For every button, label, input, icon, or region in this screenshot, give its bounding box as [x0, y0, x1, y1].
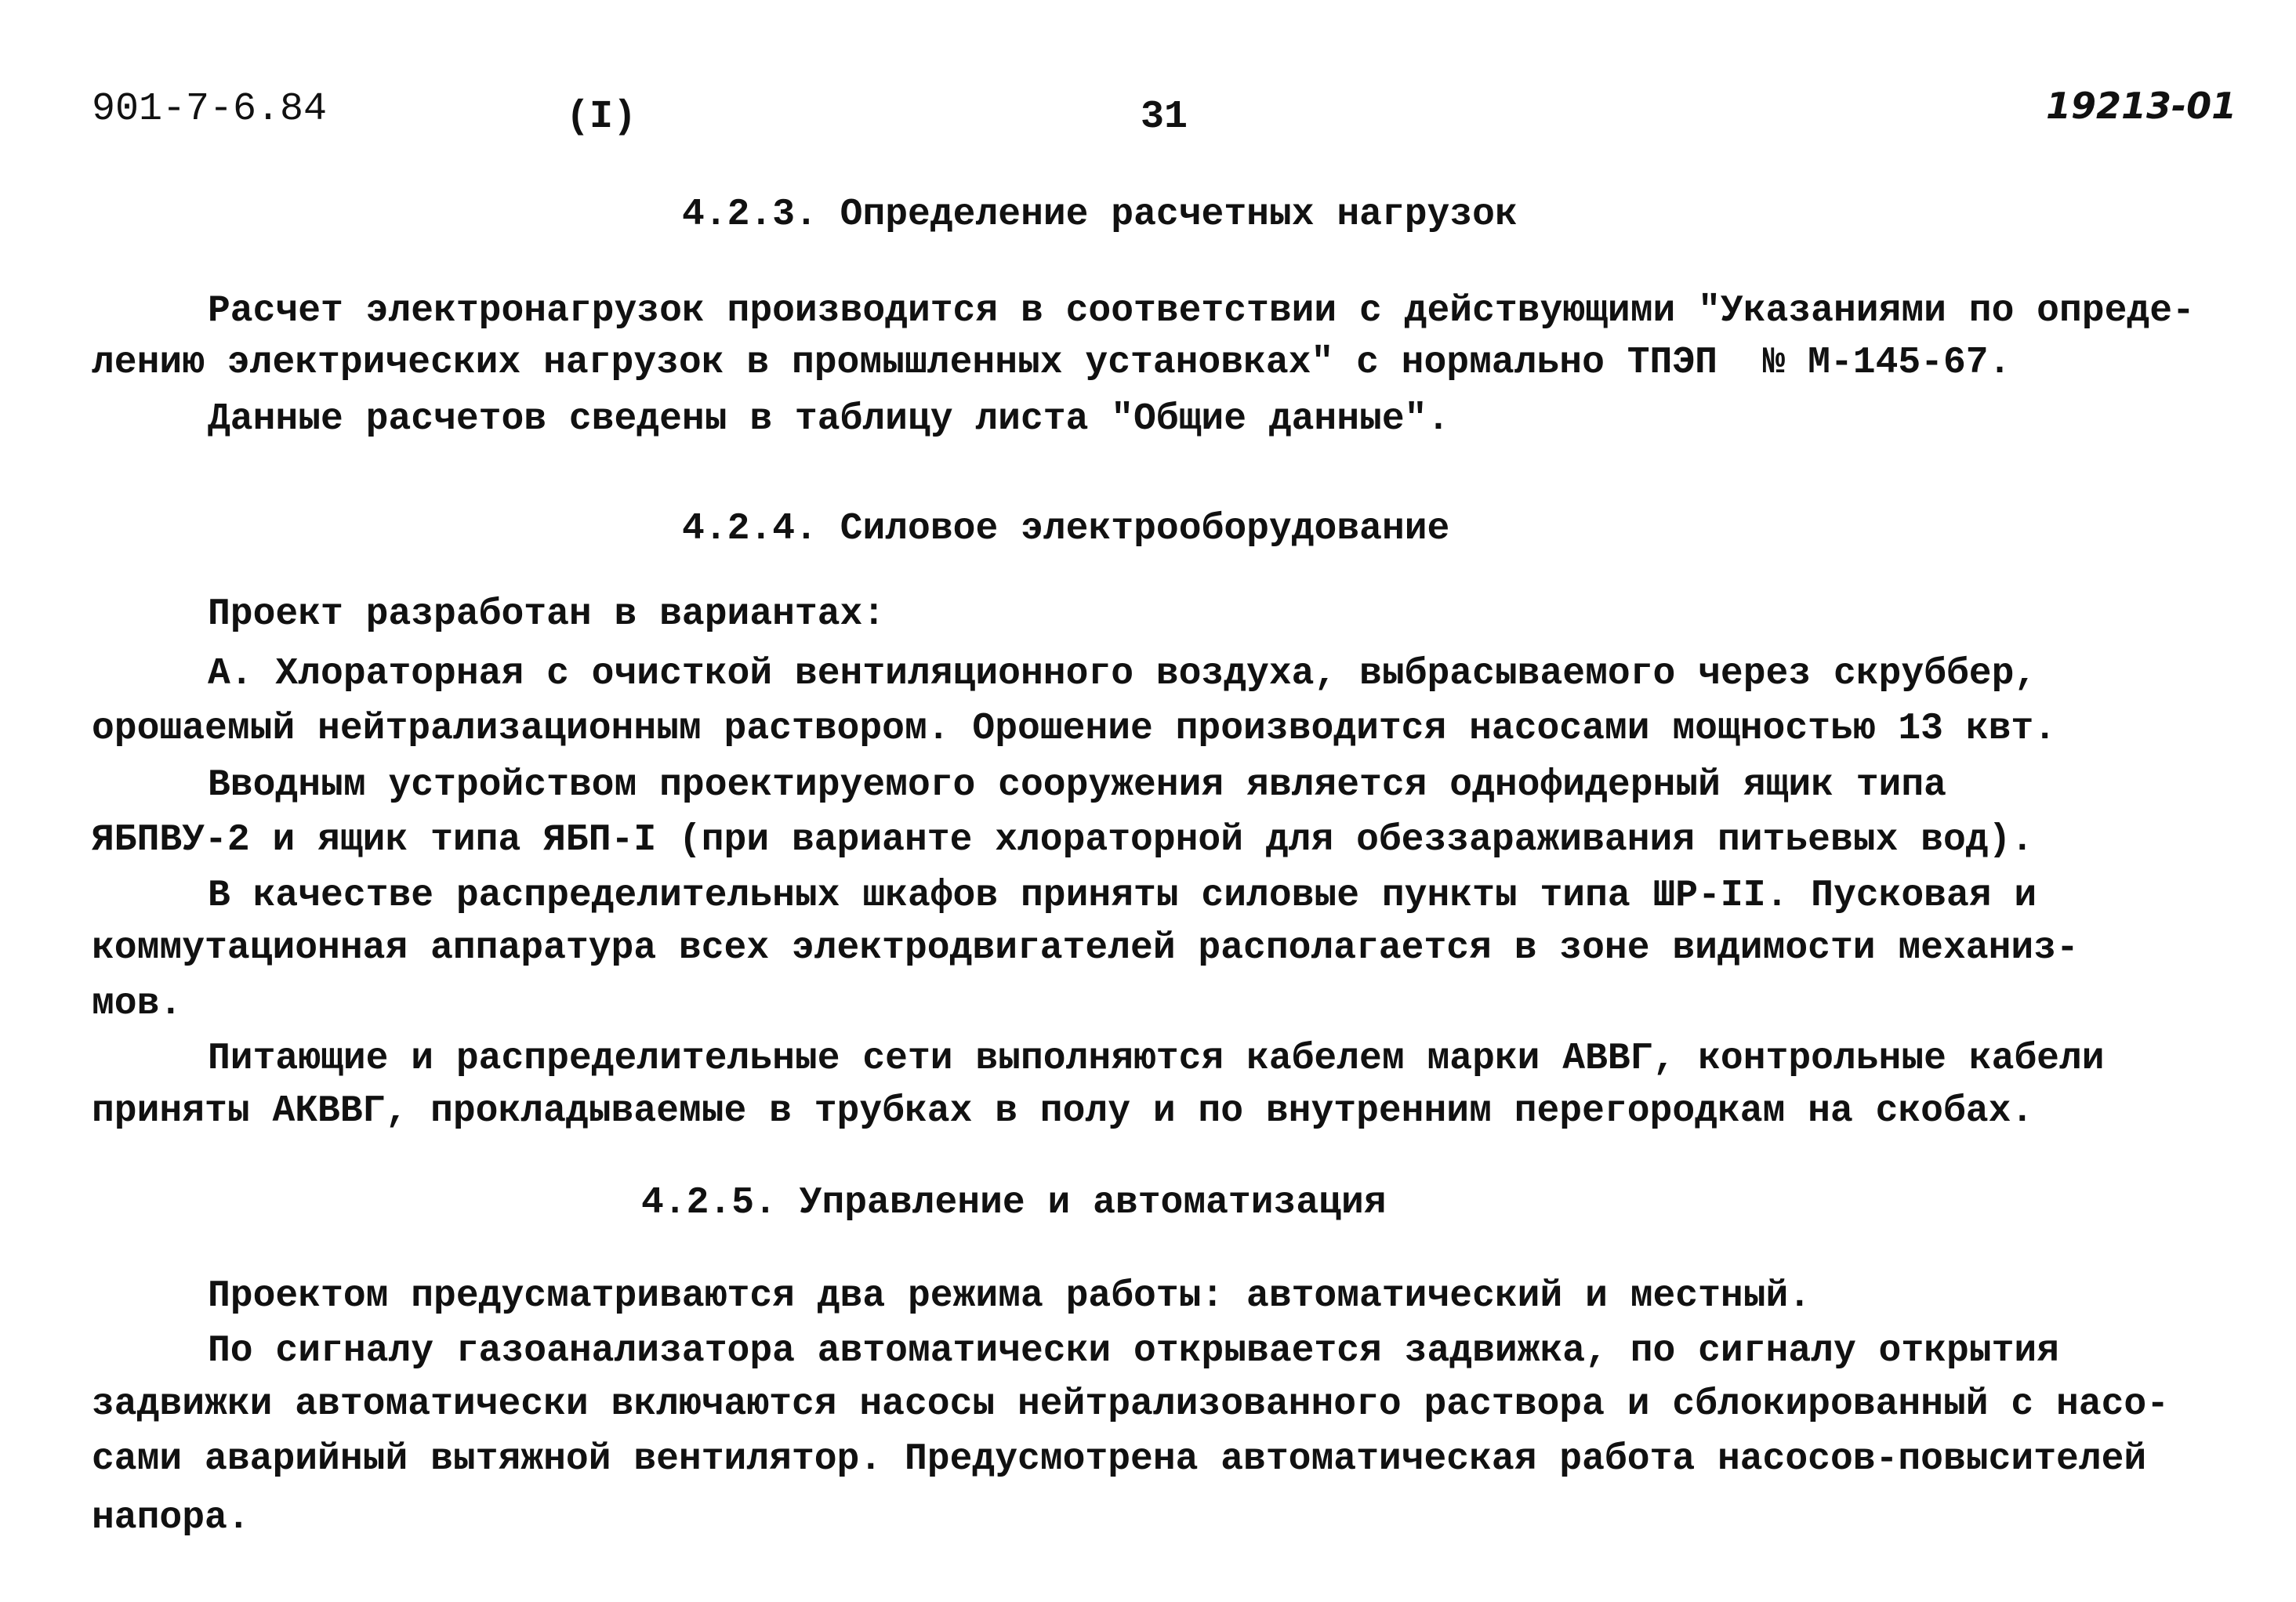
- paragraph-line: Расчет электронагрузок производится в соответствии с действующими "Указаниями по опреде-: [208, 290, 2195, 332]
- paragraph-line: В качестве распределительных шкафов приняты силовые пункты типа ШР-II. Пусковая и: [208, 875, 2037, 917]
- section-heading: 4.2.5. Управление и автоматизация: [641, 1182, 1387, 1224]
- archive-number: 19213-01: [2046, 85, 2237, 127]
- paragraph-line: А. Хлораторная с очисткой вентиляционного воздуха, выбрасываемого через скруббер,: [208, 653, 2037, 695]
- paragraph-line: Вводным устройством проектируемого сооружения является однофидерный ящик типа: [208, 764, 1946, 806]
- paragraph-line: задвижки автоматически включаются насосы нейтрализованного раствора и сблокированный с насо-: [92, 1383, 2170, 1426]
- paragraph-line: Питающие и распределительные сети выполняются кабелем марки АВВГ, контрольные кабели: [208, 1038, 2105, 1080]
- paragraph-line: лению электрических нагрузок в промышленных установках" с нормально ТПЭП № М-145-67.: [92, 342, 2011, 384]
- paragraph-line: Проект разработан в вариантах:: [208, 593, 886, 636]
- paragraph-line: орошаемый нейтрализационным раствором. Орошение производится насосами мощностью 13 квт.: [92, 708, 2057, 750]
- paragraph-line: напора.: [92, 1497, 250, 1539]
- paragraph-line: Проектом предусматриваются два режима работы: автоматический и местный.: [208, 1275, 1812, 1317]
- album-number: (I): [566, 95, 637, 140]
- section-heading: 4.2.3. Определение расчетных нагрузок: [682, 194, 1518, 236]
- paragraph-line: коммутационная аппаратура всех электродвигателей располагается в зоне видимости механиз-: [92, 927, 2079, 970]
- paragraph-line: По сигналу газоанализатора автоматически открывается задвижка, по сигналу открытия: [208, 1330, 2059, 1372]
- paragraph-line: сами аварийный вытяжной вентилятор. Предусмотрена автоматическая работа насосов-повысителей: [92, 1438, 2147, 1481]
- document-code: 901-7-6.84: [92, 87, 328, 132]
- paragraph-line: приняты АКВВГ, прокладываемые в трубках в полу и по внутренним перегородкам на скобах.: [92, 1090, 2034, 1133]
- paragraph-line: Данные расчетов сведены в таблицу листа "Общие данные".: [208, 398, 1450, 440]
- paragraph-line: ЯБПВУ-2 и ящик типа ЯБП-I (при варианте хлораторной для обеззараживания питьевых вод).: [92, 819, 2034, 861]
- page-number: 31: [1141, 95, 1188, 140]
- paragraph-line: мов.: [92, 983, 183, 1025]
- section-heading: 4.2.4. Силовое электрооборудование: [682, 508, 1450, 550]
